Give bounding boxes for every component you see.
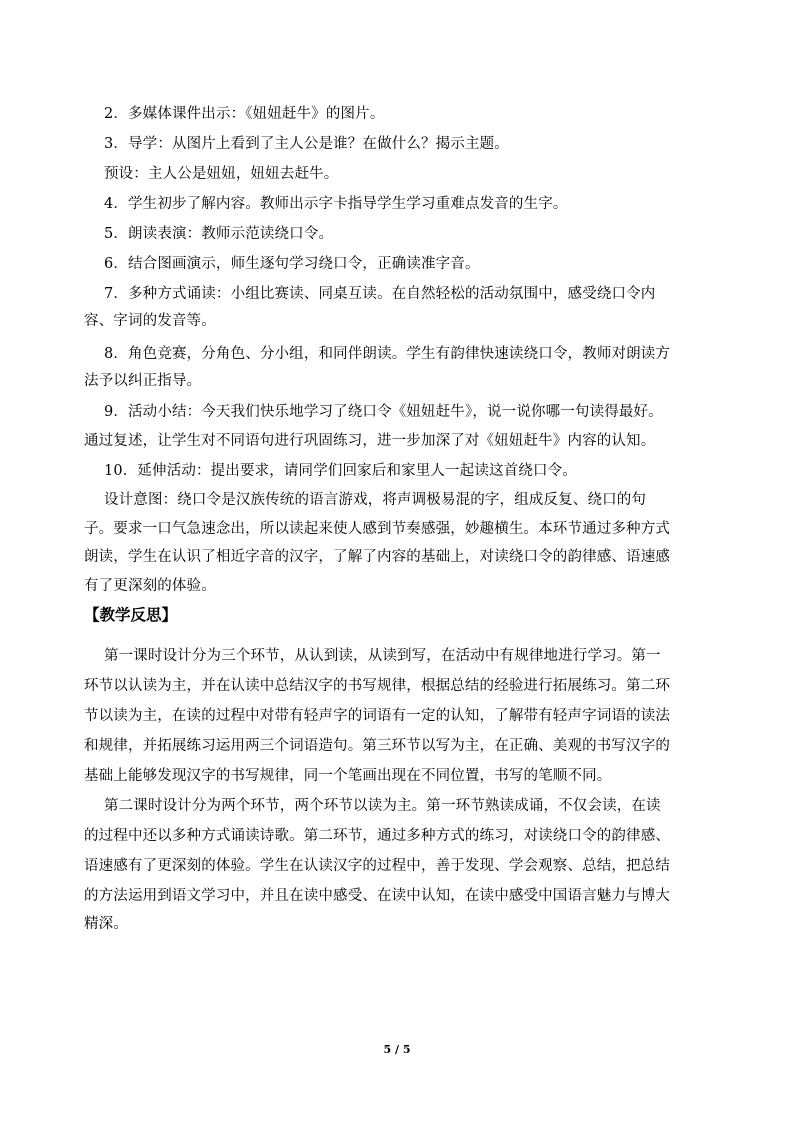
design-intent-line3: 朗读，学生在认识了相近字音的汉字，了解了内容的基础上，对读绕口令的韵律感、语速感 [84,549,670,565]
item-guided-study: 3．导学：从图片上看到了主人公是谁？在做什么？揭示主题。 [104,136,509,152]
reflection-line: 语速感有了更深刻的体验。学生在认读汉字的过程中，善于发现、学会观察、总结，把总结 [84,858,670,874]
item-preset: 预设：主人公是妞妞，妞妞去赶牛。 [104,166,339,182]
item-extension: 10．延伸活动：提出要求，请同学们回家后和家里人一起读这首绕口令。 [104,463,577,479]
item-reading-performance: 5．朗读表演：教师示范读绕口令。 [104,226,334,242]
reflection-line: 第二课时设计分为两个环节，两个环节以读为主。第一环节熟读成诵，不仅会读，在读 [104,798,661,814]
item-role-contest-line2: 法予以纠正指导。 [84,373,202,389]
item-initial-understanding: 4．学生初步了解内容。教师出示字卡指导学生学习重难点发音的生字。 [104,196,568,212]
design-intent-line1: 设计意图：绕口令是汉族传统的语言游戏，将声调极易混的字，组成反复、绕口的句 [104,492,647,508]
section-heading: 【教学反思】 [84,605,178,624]
reflection-line: 的过程中还以多种方式诵读诗歌。第二环节，通过多种方式的练习，对读绕口令的韵律感、 [84,828,670,844]
item-recitation-line1: 7．多种方式诵读：小组比赛读、同桌互读。在自然轻松的活动氛围中，感受绕口令内 [104,286,656,302]
design-intent-line4: 有了更深刻的体验。 [84,578,216,594]
item-multimedia: 2．多媒体课件出示：《妞妞赶牛》的图片。 [104,106,385,122]
reflection-line: 节以读为主，在读的过程中对带有轻声字的词语有一定的认知，了解带有轻声字词语的读法 [84,708,670,724]
reflection-line: 的方法运用到语文学习中，并且在读中感受、在读中认知，在读中感受中国语言魅力与博大 [84,888,670,904]
reflection-line: 精深。 [84,916,128,932]
reflection-line: 和规律，并拓展练习运用两三个词语造句。第三环节以写为主，在正确、美观的书写汉字的 [84,738,670,754]
reflection-line: 环节以认读为主，并在认读中总结汉字的书写规律，根据总结的经验进行拓展练习。第二环 [84,678,670,694]
item-picture-demo: 6．结合图画演示，师生逐句学习绕口令，正确读准字音。 [104,256,480,272]
item-summary-line1: 9．活动小结：今天我们快乐地学习了绕口令《妞妞赶牛》，说一说你哪一句读得最好。 [104,404,663,420]
item-role-contest-line1: 8．角色竞赛，分角色、分小组，和同伴朗读。学生有韵律快速读绕口令，教师对朗读方 [104,346,671,362]
item-recitation-line2: 容、字词的发音等。 [84,313,216,329]
reflection-line: 第一课时设计分为三个环节，从认到读，从读到写，在活动中有规律地进行学习。第一 [104,648,661,664]
reflection-line: 基础上能够发现汉字的书写规律，同一个笔画出现在不同位置，书写的笔顺不同。 [84,768,612,784]
page-number: 5 / 5 [383,1043,411,1056]
design-intent-line2: 子。要求一口气急速念出，所以读起来使人感到节奏感强，妙趣横生。本环节通过多种方式 [84,521,670,537]
item-summary-line2: 通过复述，让学生对不同语句进行巩固练习，进一步加深了对《妞妞赶牛》内容的认知。 [84,433,656,449]
